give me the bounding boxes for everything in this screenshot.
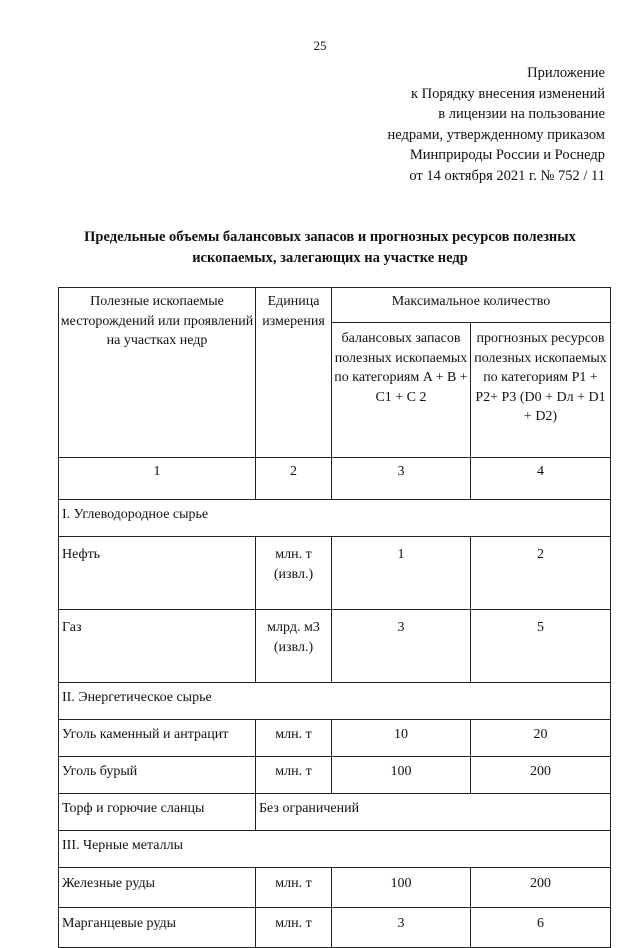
appendix-line: в лицензии на пользование xyxy=(438,106,605,122)
appendix-line: к Порядку внесения изменений xyxy=(410,85,605,102)
table-header-row xyxy=(59,288,611,323)
mineral-name: Нефть xyxy=(59,537,256,610)
table-row xyxy=(59,908,611,948)
balance-value: 100 xyxy=(332,757,471,794)
table-row xyxy=(59,720,611,757)
section-row xyxy=(59,683,611,720)
balance-value: 1 xyxy=(332,537,471,610)
header-forecast-text: прогнозных ресурсов полезных ископаемых по категориям xyxy=(474,331,607,385)
page-number: 25 xyxy=(313,38,327,53)
forecast-value: 2 xyxy=(471,537,611,610)
header-forecast-resources xyxy=(471,323,611,458)
forecast-value: 20 xyxy=(471,720,611,757)
column-number: 2 xyxy=(256,458,332,500)
table-row xyxy=(59,794,611,831)
appendix-line: Минприроды России и Роснедр xyxy=(409,147,605,163)
header-forecast-formula: P1 + P2+ P3 (D0 + Dл + D1 + D2) xyxy=(475,370,606,424)
balance-value: 10 xyxy=(332,720,471,757)
forecast-value: 200 xyxy=(471,868,611,908)
table-row xyxy=(59,610,611,683)
section-row xyxy=(59,831,611,868)
unit-cell: млн. т (извл.) xyxy=(256,537,332,610)
forecast-value: 6 xyxy=(471,908,611,948)
column-number: 3 xyxy=(332,458,471,500)
balance-value: 100 xyxy=(332,868,471,908)
header-unit: Единица измерения xyxy=(256,288,332,458)
header-max-quantity: Максимальное количество xyxy=(332,288,611,323)
section-title: III. Черные металлы xyxy=(59,831,611,868)
unit-cell: млн. т xyxy=(256,908,332,948)
mineral-name: Газ xyxy=(59,610,256,683)
section-title: I. Углеводородное сырье xyxy=(59,500,611,537)
table-row xyxy=(59,868,611,908)
header-balance-formula: A + B + C1 + C 2 xyxy=(375,370,468,405)
appendix-line: недрами, утвержденному приказом xyxy=(387,126,605,143)
mineral-name: Железные руды xyxy=(59,868,256,908)
mineral-name: Уголь каменный и антрацит xyxy=(59,720,256,757)
limits-table xyxy=(58,287,611,948)
document-title xyxy=(40,227,620,269)
appendix-note xyxy=(388,63,606,186)
unit-cell: Без ограничений xyxy=(256,794,611,831)
table-row xyxy=(59,757,611,794)
balance-value: 3 xyxy=(332,610,471,683)
column-numbers-row xyxy=(59,458,611,500)
unit-cell: млн. т xyxy=(256,720,332,757)
forecast-value: 200 xyxy=(471,757,611,794)
unit-cell: млн. т xyxy=(256,868,332,908)
appendix-line: Приложение xyxy=(527,65,605,81)
header-balance-reserves xyxy=(332,323,471,458)
header-balance-text: балансовых запасов полезных ископаемых по категориям xyxy=(334,331,468,385)
mineral-name: Торф и горючие сланцы xyxy=(59,794,256,831)
unit-cell: млрд. м3 (извл.) xyxy=(256,610,332,683)
appendix-line: от 14 октября 2021 г. № 752 / 11 xyxy=(409,167,605,184)
section-title: II. Энергетическое сырье xyxy=(59,683,611,720)
section-row xyxy=(59,500,611,537)
column-number: 4 xyxy=(471,458,611,500)
title-line: ископаемых, залегающих на участке недр xyxy=(192,250,468,266)
mineral-name: Уголь бурый xyxy=(59,757,256,794)
balance-value: 3 xyxy=(332,908,471,948)
title-line: Предельные объемы балансовых запасов и прогнозных ресурсов полезных xyxy=(84,229,576,245)
header-mineral: Полезные ископаемые месторождений или проявлений на участках недр xyxy=(59,288,256,458)
table-row xyxy=(59,537,611,610)
unit-cell: млн. т xyxy=(256,757,332,794)
forecast-value: 5 xyxy=(471,610,611,683)
column-number: 1 xyxy=(59,458,256,500)
mineral-name: Марганцевые руды xyxy=(59,908,256,948)
